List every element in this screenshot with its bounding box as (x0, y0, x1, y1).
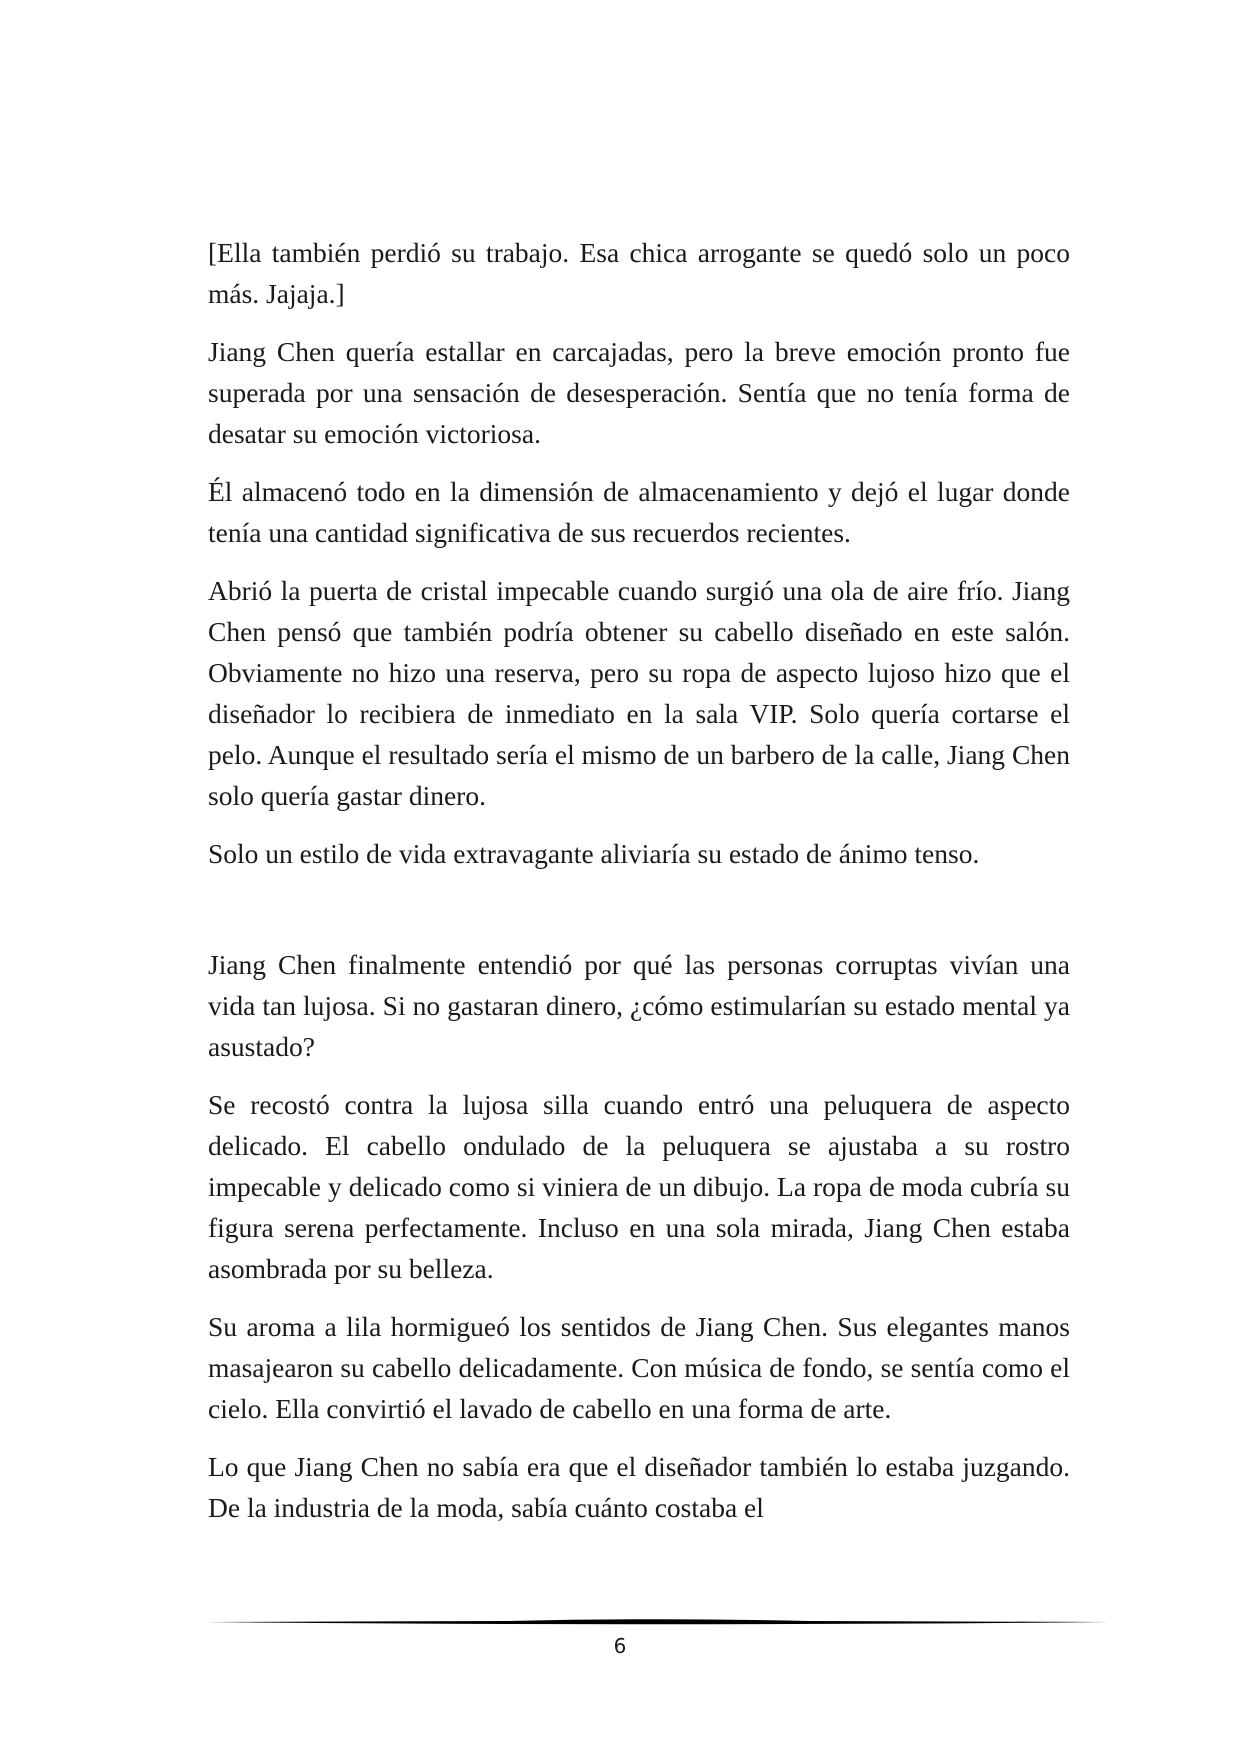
paragraph-5: Solo un estilo de vida extravagante aliviaría su estado de ánimo tenso. (208, 838, 980, 869)
paragraph-9: Lo que Jiang Chen no sabía era que el diseñador también lo estaba juzgando. De la industria de la moda, sabía cuánto costaba el (208, 1451, 1070, 1523)
paragraph-2: Jiang Chen quería estallar en carcajadas, pero la breve emoción pronto fue superada por una sensación de desesperación. Sentía que no tenía forma de desatar su emoción victoriosa. (208, 336, 1070, 449)
paragraph-7: Se recostó contra la lujosa silla cuando entró una peluquera de aspecto delicado. El cabello ondulado de la peluquera se ajustaba a su rostro impecable y delicado como si viniera de un dibujo. La ropa de moda cubría su figura serena perfectamente. Incluso en una sola mirada, Jiang Chen estaba asombrada por su belleza. (208, 1089, 1070, 1284)
paragraph-3: Él almacenó todo en la dimensión de almacenamiento y dejó el lugar donde tenía una cantidad significativa de sus recuerdos recientes. (208, 476, 1070, 548)
paragraph-8: Su aroma a lila hormigueó los sentidos de Jiang Chen. Sus elegantes manos masajearon su cabello delicadamente. Con música de fondo, se sentía como el cielo. Ella convirtió el lavado de cabello en una forma de arte. (208, 1311, 1070, 1424)
paragraph-6: Jiang Chen finalmente entendió por qué las personas corruptas vivían una vida tan lujosa. Si no gastaran dinero, ¿cómo estimularían su estado mental ya asustado? (208, 949, 1070, 1062)
body-text (208, 232, 1070, 1545)
footer-divider-stroke (206, 1619, 1110, 1624)
paragraph-4: Abrió la puerta de cristal impecable cuando surgió una ola de aire frío. Jiang Chen pensó que también podría obtener su cabello diseñado en este salón. Obviamente no hizo una reserva, pero su ropa de aspecto lujoso hizo que el diseñador lo recibiera de inmediato en la sala VIP. Solo quería cortarse el pelo. Aunque el resultado sería el mismo de un barbero de la calle, Jiang Chen solo quería gastar dinero. (208, 575, 1070, 811)
page-number: 6 (613, 1634, 627, 1658)
footer-divider (206, 1616, 1110, 1628)
paragraph-1: [Ella también perdió su trabajo. Esa chica arrogante se quedó solo un poco más. Jajaja.] (208, 237, 1070, 309)
